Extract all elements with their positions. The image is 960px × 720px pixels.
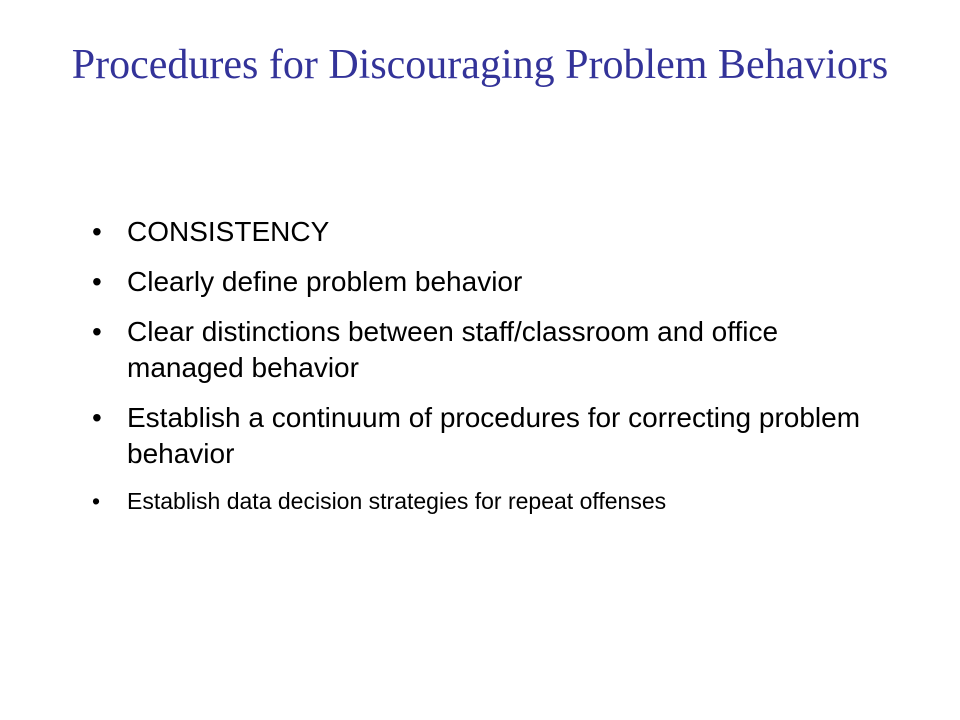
bullet-item [92,400,892,472]
bullet-text: Establish a continuum of procedures for correcting problem behavior [127,402,861,469]
bullet-item [92,486,892,516]
bullet-item [92,314,892,386]
slide-title: Procedures for Discouraging Problem Behaviors [71,42,889,88]
bullet-item [92,264,892,300]
bullet-icon: • [92,316,102,347]
bullet-icon: • [92,488,101,514]
bullet-icon: • [92,402,102,433]
bullet-text: Establish data decision strategies for repeat offenses [127,488,667,514]
bullet-text: CONSISTENCY [127,216,330,247]
bullet-icon: • [92,266,102,297]
bullet-list [92,214,892,530]
bullet-item [92,214,892,250]
bullet-icon: • [92,216,102,247]
bullet-text: Clearly define problem behavior [127,266,523,297]
bullet-text: Clear distinctions between staff/classroom and office managed behavior [127,316,779,383]
